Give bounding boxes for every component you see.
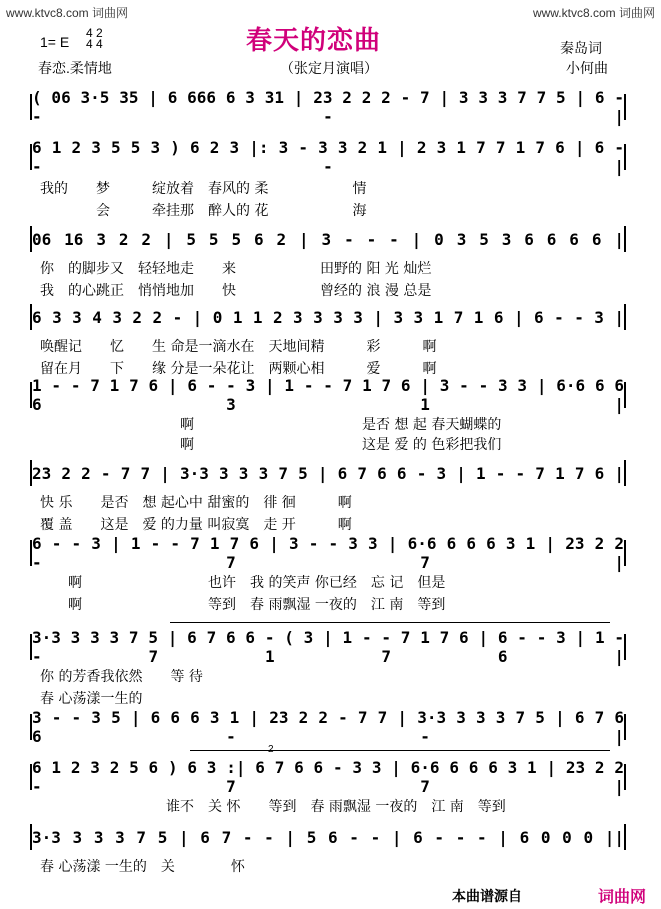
- lyric-line: 春 心荡漾 一生的 关 怀: [40, 859, 245, 875]
- staff-line-3: [30, 226, 626, 252]
- lyric-line: 覆 盖 这是 爱 的力量 叫寂寞 走 开 啊: [40, 517, 352, 533]
- staff-line-11: [30, 824, 626, 850]
- source-note: 本曲谱源自: [452, 888, 522, 904]
- lyric-line: 啊 这是 爱 的 色彩把我们: [40, 437, 502, 453]
- song-title: 春天的恋曲: [246, 26, 382, 56]
- lyric-line: 会 牵挂那 醉人的 花 海: [40, 203, 367, 219]
- notes: 3·3 3 3 3 7 5 | 6 7 6 6 - ( 3 | 1 - - 7 1 7 6 | 6 - - 3 | 1 - - 7 1 7 6 |: [32, 628, 624, 666]
- lyric-line: 啊 等到 春 雨飘湿 一夜的 江 南 等到: [40, 597, 446, 613]
- lyric-line: 春 心荡漾一生的: [40, 691, 143, 707]
- volta-bracket-1: [170, 622, 610, 623]
- lyric-line: 啊 是否 想 起 春天蝴蝶的: [40, 417, 502, 433]
- volta-label-2: 2: [268, 744, 274, 755]
- site-logo: 词曲网: [598, 887, 647, 906]
- site-watermark-right: www.ktvc8.com 词曲网: [532, 6, 655, 20]
- lyric-line: 你 的脚步又 轻轻地走 来 田野的 阳 光 灿烂: [40, 261, 432, 277]
- notes: 1 - - 7 1 7 6 | 6 - - 3 | 1 - - 7 1 7 6 | 3 - - 3 3 | 6·6 6 6 6 3 1 |: [32, 376, 624, 414]
- singer-note: （张定月演唱）: [280, 60, 378, 76]
- staff-line-7: [30, 534, 626, 572]
- notes: 6 3 3 4 3 2 2 - | 0 1 1 2 3 3 3 3 | 3 3 1 7 1 6 | 6 - - 3 |: [32, 307, 624, 327]
- notes: 6 1 2 3 2 5 6 ) 6 3 :| 6 7 6 6 - 3 3 | 6·6 6 6 6 3 1 | 23 2 2 - 7 7 |: [32, 758, 624, 796]
- staff-line-4: [30, 304, 626, 330]
- volta-bracket-2: [190, 750, 610, 751]
- staff-line-9: [30, 708, 626, 746]
- lyric-line: 我 的心跳正 悄悄地加 快 曾经的 浪 漫 总是: [40, 283, 432, 299]
- notes: 23 2 2 - 7 7 | 3·3 3 3 3 7 5 | 6 7 6 6 - 3 | 1 - - 7 1 7 6 |: [32, 463, 624, 483]
- time-signature: [86, 28, 103, 50]
- staff-line-10: [30, 758, 626, 796]
- composer: 小何曲: [566, 60, 608, 76]
- lyric-line: 留在月 下 缘 分是一朵花让 两颗心相 爱 啊: [40, 361, 437, 377]
- staff-line-1: [30, 88, 626, 126]
- lyricist: 秦岛词: [560, 40, 602, 56]
- notes: 3·3 3 3 3 7 5 | 6 7 - - | 5 6 - - | 6 - - - | 6 0 0 0 ||: [32, 827, 624, 847]
- site-watermark-left: www.ktvc8.com 词曲网: [6, 6, 129, 20]
- notes: 6 - - 3 | 1 - - 7 1 7 6 | 3 - - 3 3 | 6·6 6 6 6 3 1 | 23 2 2 - 7 7 |: [32, 534, 624, 572]
- notes: 6 1 2 3 5 5 3 ) 6 2 3 |: 3 - 3 3 2 1 | 2 3 1 7 7 1 7 6 | 6 - - - |: [32, 138, 624, 176]
- time-signature-bottom: 4 4: [86, 37, 103, 51]
- lyric-line: 我的 梦 绽放着 春风的 柔 情: [40, 181, 367, 197]
- genre-note: 春恋.柔情地: [38, 60, 112, 76]
- staff-line-2: [30, 138, 626, 176]
- lyric-line: 啊 也许 我 的笑声 你已经 忘 记 但是: [40, 575, 446, 591]
- notes: 3 - - 3 5 | 6 6 6 3 1 | 23 2 2 - 7 7 | 3·3 3 3 3 7 5 | 6 7 6 6 - - |: [32, 708, 624, 746]
- lyric-line: 你 的芳香我依然 等 待: [40, 669, 203, 685]
- time-signature-top: 4 2: [86, 26, 103, 40]
- lyric-line: 唤醒记 忆 生 命是一滴水在 天地间精 彩 啊: [40, 339, 437, 355]
- lyric-line: 谁不 关 怀 等到 春 雨飘湿 一夜的 江 南 等到: [40, 799, 506, 815]
- notes: 06 16 3 2 2 | 5 5 5 6 2 | 3 - - - | 0 3 5 3 6 6 6 6 |: [32, 229, 624, 249]
- key-signature: 1= E: [40, 34, 70, 50]
- staff-line-5: [30, 376, 626, 414]
- lyric-line: 快 乐 是否 想 起心中 甜蜜的 徘 徊 啊: [40, 495, 352, 511]
- staff-line-6: [30, 460, 626, 486]
- notes: ( 06 3·5 35 | 6 666 6 3 31 | 23 2 2 2 - 7 | 3 3 3 7 7 5 | 6 - - - |: [32, 88, 624, 126]
- staff-line-8: [30, 628, 626, 666]
